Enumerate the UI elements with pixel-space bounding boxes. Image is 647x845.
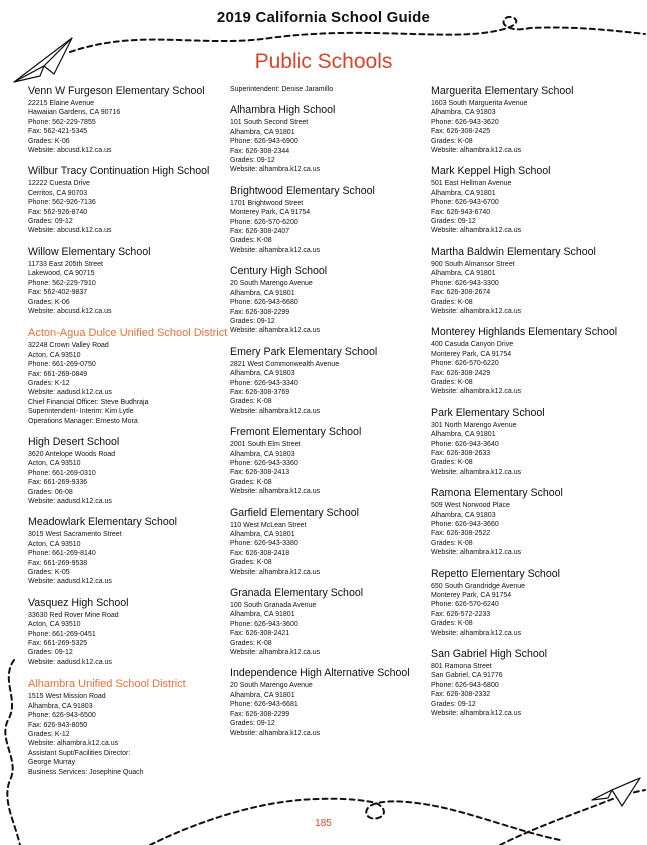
school-entry [28, 597, 228, 667]
school-name: Garfield Elementary School [230, 506, 359, 519]
detail-line: Phone: 661-269-0310 [28, 469, 96, 477]
detail-line: Phone: 562-926-7136 [28, 199, 96, 207]
detail-line: Phone: 562-229-7855 [28, 118, 96, 126]
detail-line: Acton, CA 93510 [28, 460, 81, 468]
detail-line: Website: abcusd.k12.ca.us [28, 227, 112, 235]
detail-line: Monterey Park, CA 91754 [431, 350, 512, 358]
school-entry [230, 85, 430, 94]
school-entry [431, 407, 631, 477]
detail-line: Phone: 626-570-6200 [230, 218, 298, 226]
column-2 [230, 85, 430, 748]
school-name: Ramona Elementary School [431, 487, 563, 500]
detail-line: Acton, CA 93510 [28, 540, 81, 548]
detail-line: 22215 Elaine Avenue [28, 100, 95, 107]
detail-line: Fax: 562-421-5345 [28, 128, 88, 136]
detail-line: Acton, CA 93510 [28, 351, 81, 359]
detail-line: Website: alhambra.k12.ca.us [230, 327, 321, 335]
detail-line: Fax: 626-308-2425 [431, 128, 491, 136]
detail-line: Phone: 626-943-3600 [230, 620, 298, 628]
detail-line: Fax: 562-926-8740 [28, 208, 88, 216]
detail-line: Alhambra, CA 91803 [230, 450, 295, 458]
school-entry [230, 104, 430, 174]
detail-line: Superintendent: Denise Jaramillo [230, 86, 334, 93]
detail-line: Phone: 562-229-7910 [28, 279, 96, 287]
detail-line: Phone: 626-943-6680 [230, 299, 298, 307]
column-3 [431, 85, 631, 729]
detail-line: Alhambra, CA 91801 [230, 691, 295, 699]
detail-line: Grades: 09-12 [431, 700, 476, 708]
detail-line: Alhambra, CA 91801 [230, 531, 295, 538]
detail-line: 32248 Crown Valley Road [28, 342, 109, 350]
school-name: Willow Elementary School [28, 245, 151, 258]
school-entry [230, 265, 430, 335]
detail-line: Website: alhambra.k12.ca.us [230, 649, 321, 657]
detail-line: 1701 Brightwood Street [230, 199, 304, 207]
detail-line: Phone: 626-943-3360 [230, 459, 298, 467]
school-name: Martha Baldwin Elementary School [431, 245, 596, 258]
detail-line: Monterey Park, CA 91754 [230, 209, 311, 217]
detail-line: Grades: K-08 [431, 378, 473, 386]
detail-line: 3620 Antelope Woods Road [28, 450, 116, 458]
detail-line: Fax: 661-269-9336 [28, 479, 88, 487]
detail-line: Website: alhambra.k12.ca.us [431, 307, 522, 315]
school-entry [230, 346, 430, 416]
detail-line: Fax: 626-572-2233 [431, 610, 491, 618]
school-name: High Desert School [28, 435, 120, 448]
school-name: Wilbur Tracy Continuation High School [28, 165, 210, 178]
detail-line: Grades: K-08 [230, 398, 272, 406]
detail-line: Cerritos, CA 90703 [28, 189, 88, 197]
school-name: Vasquez High School [28, 596, 129, 609]
school-name: Granada Elementary School [230, 587, 364, 600]
district-name: Acton-Agua Dulce Unified School District [28, 327, 228, 340]
detail-line: Business Services: Josephine Quach [28, 768, 144, 776]
detail-line: 101 South Second Street [230, 119, 309, 127]
detail-line: Website: alhambra.k12.ca.us [431, 388, 522, 396]
school-name: Alhambra High School [230, 104, 336, 117]
detail-line: Alhambra, CA 91801 [431, 270, 496, 278]
detail-line: Website: alhambra.k12.ca.us [230, 166, 321, 174]
detail-line: Phone: 661-269-0750 [28, 361, 96, 369]
detail-line: Fax: 626-308-2421 [230, 630, 290, 638]
detail-line: Fax: 661-269-0849 [28, 370, 88, 378]
detail-line: Grades: K-08 [431, 459, 473, 467]
detail-line: Grades: K-08 [230, 559, 272, 567]
detail-line: Superintendent- Interim: Kim Lytle [28, 408, 134, 416]
detail-line: Grades: 09-12 [431, 218, 476, 226]
detail-line: 801 Ramona Street [431, 663, 492, 671]
detail-line: Fax: 626-308-2674 [431, 289, 491, 297]
detail-line: Alhambra, CA 91801 [230, 289, 295, 297]
detail-line: 2821 West Commonwealth Avenue [230, 360, 340, 368]
school-entry [230, 587, 430, 657]
detail-line: Phone: 626-943-3640 [431, 440, 499, 448]
detail-line: Fax: 626-943-8050 [28, 721, 88, 729]
school-name: San Gabriel High School [431, 648, 548, 661]
detail-line: 900 South Almansor Street [431, 260, 515, 268]
detail-line: Grades: K-08 [230, 237, 272, 245]
detail-line: Fax: 562-402-9837 [28, 289, 88, 297]
detail-line: Phone: 626-570-6220 [431, 360, 499, 368]
detail-line: Phone: 626-570-6240 [431, 601, 499, 609]
detail-line: Website: alhambra.k12.ca.us [230, 407, 321, 415]
detail-line: Fax: 626-308-2299 [230, 308, 290, 316]
school-name: Century High School [230, 265, 328, 278]
bottom-paper-airplane-icon [592, 778, 640, 806]
detail-line: Phone: 626-943-3340 [230, 379, 298, 387]
school-name: Marguerita Elementary School [431, 85, 574, 97]
school-entry [28, 436, 228, 506]
detail-line: Alhambra, CA 91803 [230, 370, 295, 378]
detail-line: Website: alhambra.k12.ca.us [431, 549, 522, 557]
detail-line: Website: alhambra.k12.ca.us [230, 568, 321, 576]
detail-line: Grades: K-08 [230, 478, 272, 486]
detail-line: Phone: 626-943-6900 [230, 138, 298, 146]
detail-line: 11733 East 205th Street [28, 260, 103, 268]
detail-line: Grades: 09-12 [230, 720, 275, 728]
detail-line: 3015 West Sacramento Street [28, 531, 122, 539]
detail-line: Grades: K-08 [431, 620, 473, 628]
detail-line: Alhambra, CA 91803 [28, 702, 93, 710]
detail-line: Alhambra, CA 91801 [230, 611, 295, 619]
detail-line: Phone: 626-943-3660 [431, 521, 499, 528]
school-entry [28, 516, 228, 586]
detail-line: Grades: K-08 [431, 137, 473, 145]
school-name: Mark Keppel High School [431, 165, 551, 178]
detail-line: Monterey Park, CA 91754 [431, 592, 512, 600]
detail-line: Grades: 09-12 [28, 218, 73, 226]
school-name: Repetto Elementary School [431, 567, 560, 580]
school-entry [431, 487, 631, 557]
school-entry [431, 165, 631, 235]
detail-line: Website: aadusd.k12.ca.us [28, 578, 112, 586]
detail-line: Phone: 626-943-3300 [431, 279, 499, 287]
guide-title: 2019 California School Guide [216, 9, 431, 26]
detail-line: Grades: K-12 [28, 379, 70, 387]
detail-line: Operations Manager: Ernesto Mora [28, 417, 138, 425]
detail-line: Fax: 626-308-2522 [431, 530, 491, 538]
detail-line: Hawaiian Gardens, CA 90716 [28, 109, 121, 117]
school-entry [230, 185, 430, 255]
school-name: Meadowlark Elementary School [28, 516, 177, 529]
school-name: Park Elementary School [431, 406, 545, 419]
district-entry [28, 677, 228, 777]
detail-line: Fax: 626-943-6740 [431, 208, 491, 216]
detail-line: Phone: 626-943-3620 [431, 118, 499, 126]
detail-line: Fax: 626-308-2413 [230, 469, 290, 477]
detail-line: Website: alhambra.k12.ca.us [431, 710, 522, 718]
detail-line: Website: abcusd.k12.ca.us [28, 307, 112, 315]
detail-line: 509 West Norwood Place [431, 502, 510, 510]
detail-line: 650 South Grandridge Avenue [431, 582, 526, 590]
detail-line: 20 South Marengo Avenue [230, 682, 313, 690]
detail-line: Grades: K-05 [28, 569, 70, 577]
detail-line: Website: aadusd.k12.ca.us [28, 658, 112, 666]
detail-line: Grades: 09-12 [230, 157, 275, 165]
detail-line: San Gabriel, CA 91776 [431, 672, 503, 680]
detail-line: Fax: 661-269-9538 [28, 559, 88, 567]
detail-line: Website: alhambra.k12.ca.us [28, 740, 119, 748]
detail-line: 400 Casuda Canyon Drive [431, 341, 514, 349]
school-entry [431, 648, 631, 718]
detail-line: George Murray [28, 759, 76, 767]
detail-line: Lakewood, CA 90715 [28, 270, 95, 278]
school-name: Monterey Highlands Elementary School [431, 326, 618, 339]
detail-line: Phone: 661-269-0451 [28, 630, 96, 638]
detail-line: Grades: K-12 [28, 730, 70, 738]
detail-line: Fax: 626-308-2299 [230, 710, 290, 718]
detail-line: 100 South Granada Avenue [230, 602, 317, 610]
detail-line: Acton, CA 93510 [28, 621, 81, 629]
detail-line: Phone: 661-269-8140 [28, 550, 96, 558]
school-entry [431, 568, 631, 638]
detail-line: 20 South Marengo Avenue [230, 280, 313, 288]
school-entry [230, 426, 430, 496]
school-name: Venn W Furgeson Elementary School [28, 85, 205, 97]
section-title: Public Schools [254, 50, 393, 73]
detail-line: Grades: 09-12 [28, 649, 73, 657]
detail-line: Alhambra, CA 91803 [431, 511, 496, 519]
detail-line: Website: alhambra.k12.ca.us [230, 729, 321, 737]
school-entry [28, 85, 228, 155]
school-entry [431, 326, 631, 396]
detail-line: Phone: 626-943-6500 [28, 712, 96, 720]
page-number: 185 [315, 818, 332, 829]
detail-line: Fax: 626-308-3769 [230, 388, 290, 396]
detail-line: Website: alhambra.k12.ca.us [230, 246, 321, 254]
detail-line: Fax: 626-308-2429 [431, 369, 491, 377]
detail-line: Assistant Supt/Facilities Director: [28, 749, 131, 757]
detail-line: 2001 South Elm Street [230, 441, 301, 449]
school-entry [230, 667, 430, 737]
detail-line: Website: alhambra.k12.ca.us [431, 227, 522, 235]
detail-line: Grades: K-06 [28, 137, 70, 145]
detail-line: 110 West McLean Street [230, 521, 307, 529]
detail-line: Alhambra, CA 91803 [431, 109, 496, 117]
school-name: Brightwood Elementary School [230, 184, 375, 197]
detail-line: Phone: 626-943-6700 [431, 199, 499, 207]
detail-line: Grades: 09-12 [230, 317, 275, 325]
school-name: Independence High Alternative School [230, 667, 410, 680]
district-entry [28, 326, 228, 426]
detail-line: 501 East Hellman Avenue [431, 180, 512, 188]
detail-line: Grades: K-08 [230, 639, 272, 647]
detail-line: Alhambra, CA 91801 [431, 189, 496, 197]
detail-line: Fax: 626-308-2418 [230, 549, 290, 557]
detail-line: Website: alhambra.k12.ca.us [230, 488, 321, 496]
detail-line: Chief Financial Officer: Steve Budhraja [28, 398, 149, 406]
column-1 [28, 85, 228, 787]
detail-line: Alhambra, CA 91801 [431, 431, 496, 439]
school-name: Fremont Elementary School [230, 426, 362, 439]
detail-line: Fax: 626-308-2344 [230, 147, 290, 155]
detail-line: Phone: 626-943-3380 [230, 540, 298, 548]
detail-line: Grades: K-06 [28, 298, 70, 306]
detail-line: Website: aadusd.k12.ca.us [28, 498, 112, 505]
detail-line: Fax: 626-308-2332 [431, 691, 491, 699]
school-name: Emery Park Elementary School [230, 345, 378, 358]
detail-line: Fax: 661-269-5325 [28, 640, 88, 648]
detail-line: Grades: K-08 [431, 539, 473, 547]
detail-line: 33630 Red Rover Mine Road [28, 611, 119, 619]
detail-line: Website: alhambra.k12.ca.us [431, 629, 522, 637]
detail-line: Phone: 626-943-6681 [230, 701, 298, 709]
detail-line: Website: aadusd.k12.ca.us [28, 389, 112, 397]
detail-line: Website: alhambra.k12.ca.us [431, 147, 522, 155]
detail-line: Fax: 626-308-2633 [431, 449, 491, 457]
detail-line: 12222 Cuesta Drive [28, 180, 90, 188]
school-entry [431, 246, 631, 316]
district-name: Alhambra Unified School District [28, 678, 186, 691]
detail-line: Grades: K-08 [431, 298, 473, 306]
school-entry [28, 246, 228, 316]
detail-line: Website: abcusd.k12.ca.us [28, 147, 112, 155]
detail-line: Website: alhambra.k12.ca.us [431, 468, 522, 476]
school-entry [230, 507, 430, 577]
detail-line: 1515 West Mission Road [28, 693, 106, 701]
detail-line: Grades: 06-08 [28, 488, 73, 496]
school-entry [28, 165, 228, 235]
detail-line: 1603 South Marguerita Avenue [431, 100, 528, 107]
detail-line: Fax: 626-308-2407 [230, 228, 290, 236]
detail-line: 301 North Marengo Avenue [431, 421, 517, 429]
detail-line: Alhambra, CA 91801 [230, 128, 295, 136]
school-entry [431, 85, 631, 155]
detail-line: Phone: 626-943-6800 [431, 681, 499, 689]
